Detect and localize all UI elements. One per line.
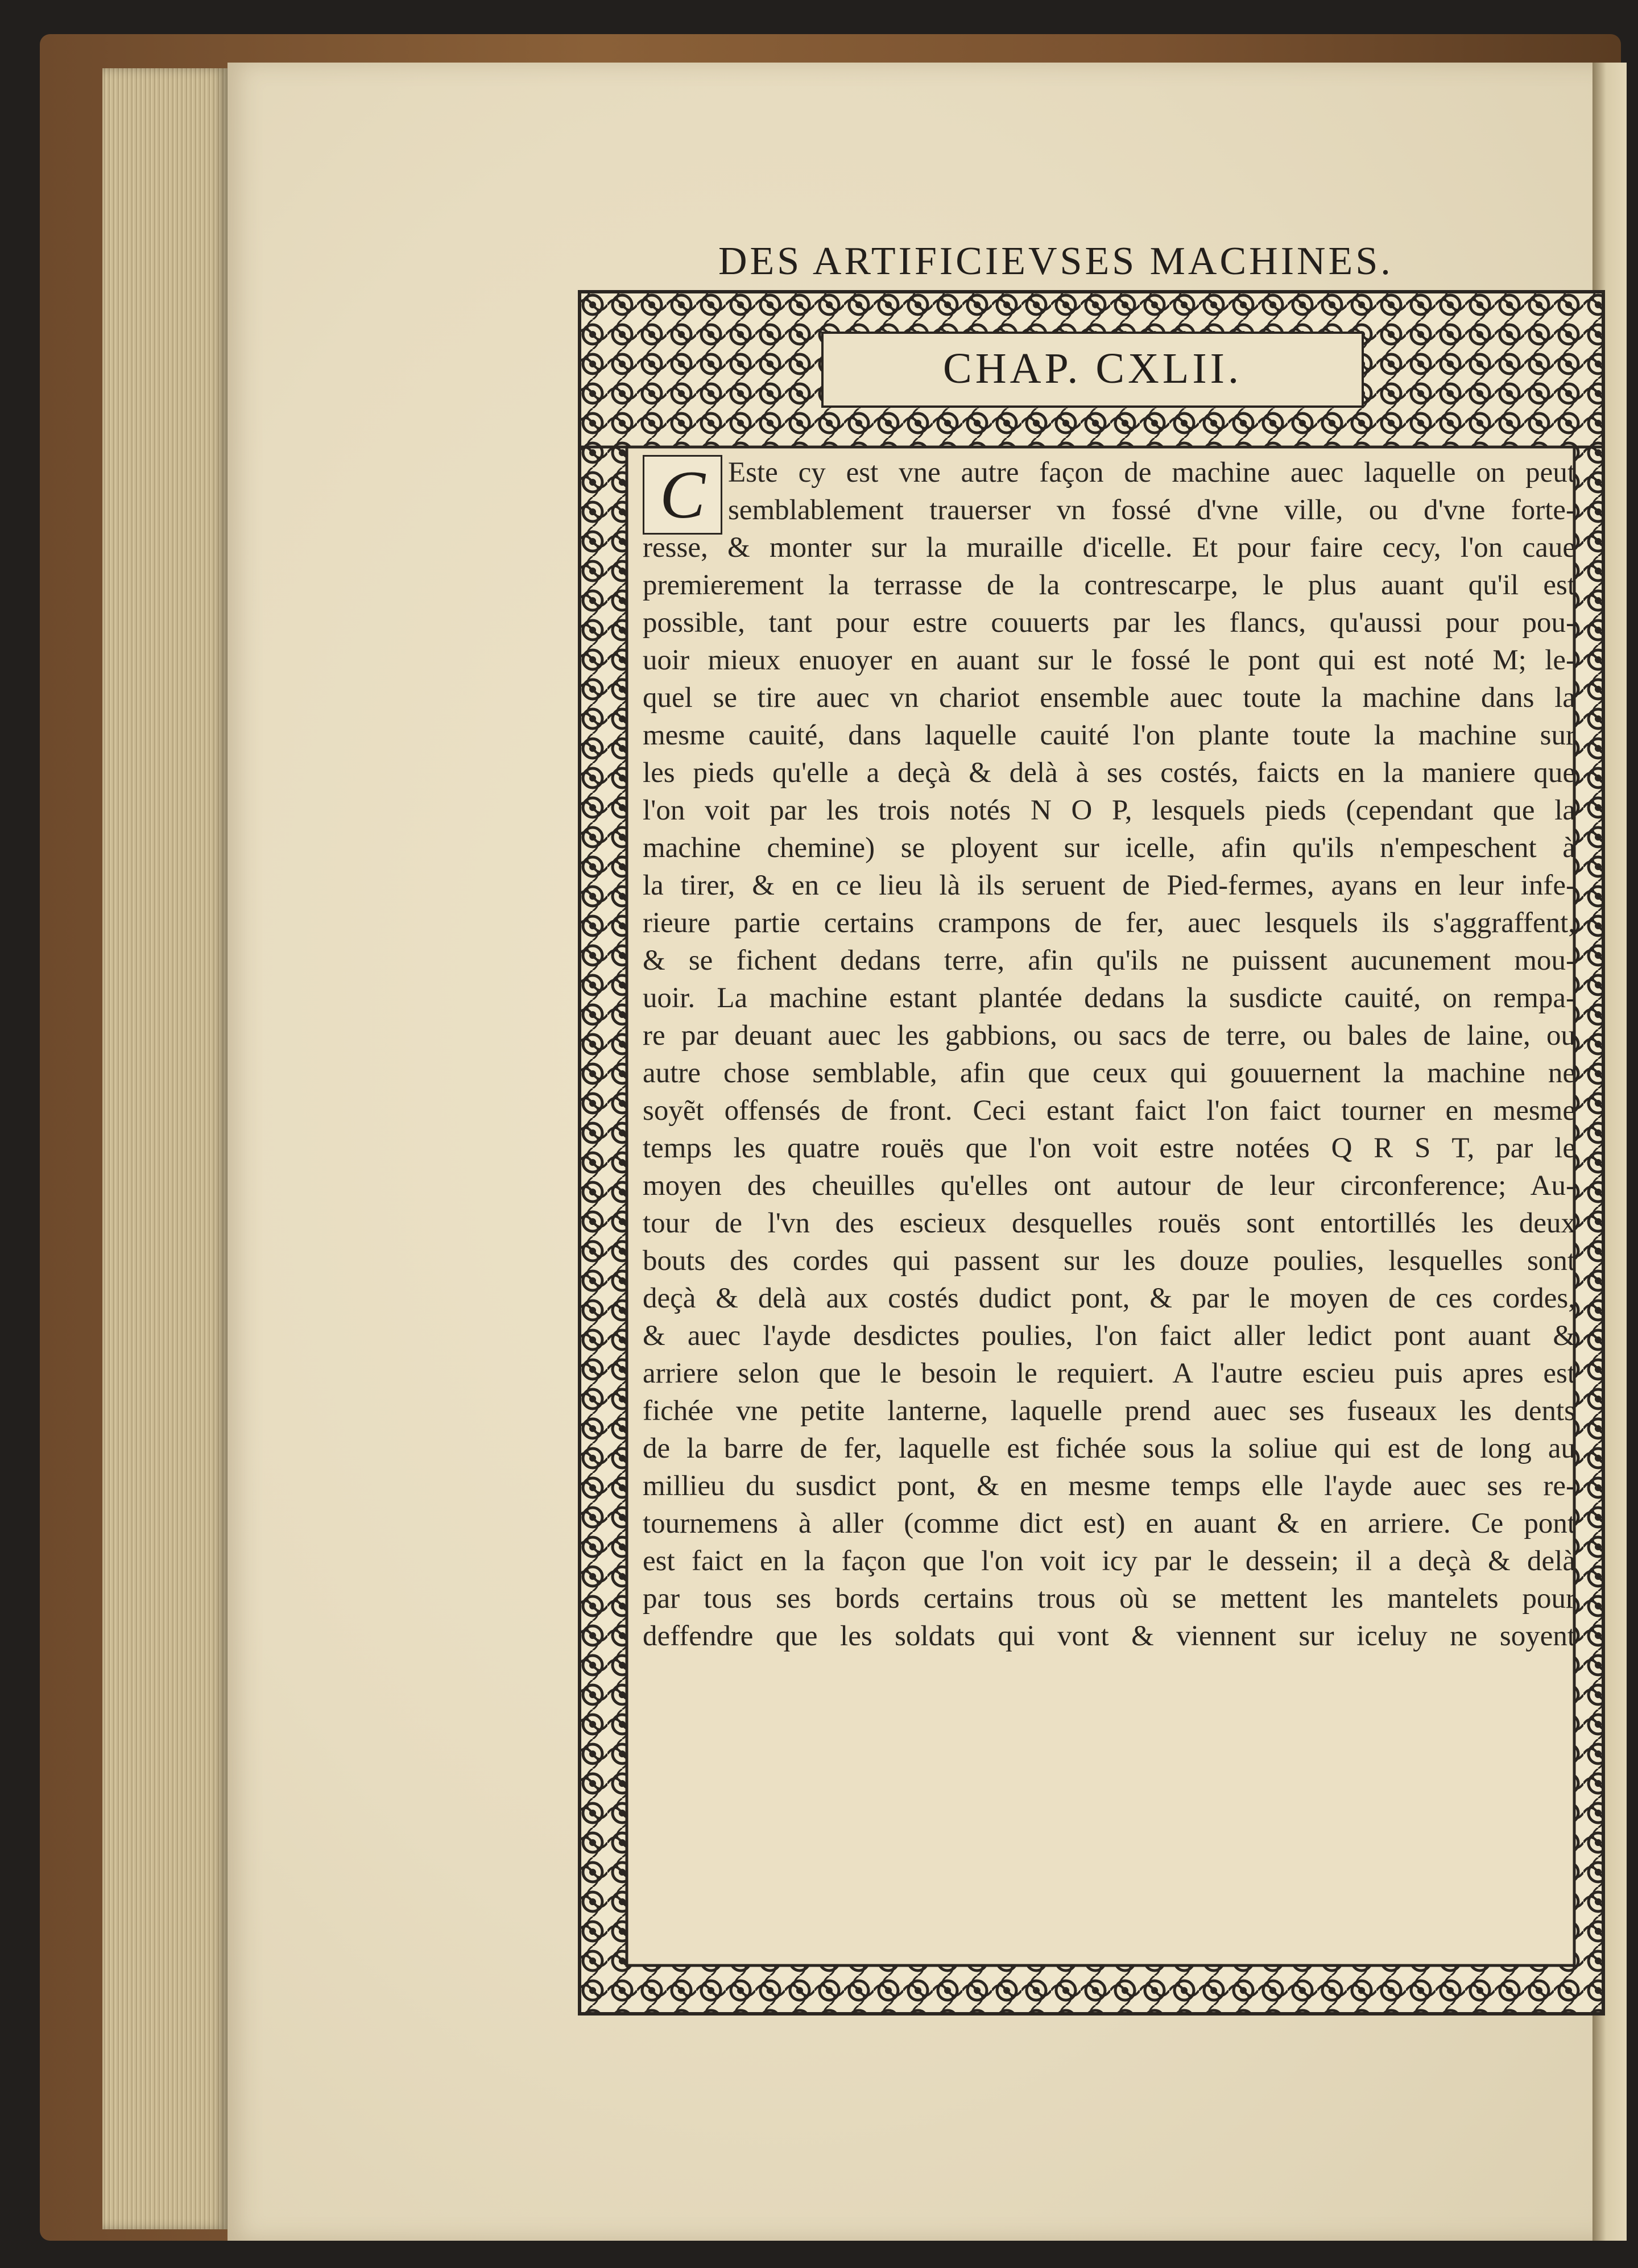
text-line: semblablement trauerser vn fossé d'vne ville, ou d'vne forte- [728, 494, 1575, 526]
text-line: machine chemine) se ployent sur icelle, afin qu'ils n'empeschent à [643, 832, 1575, 864]
chapter-heading: CHAP. CXLII. [943, 345, 1242, 392]
text-line: possible, tant pour estre couuerts par les flancs, qu'aussi pour pou- [643, 607, 1575, 639]
text-line: les pieds qu'elle a deçà & delà à ses costés, faicts en la maniere que [643, 757, 1575, 789]
text-line: deffendre que les soldats qui vont & viennent sur iceluy ne soyent [643, 1620, 1575, 1652]
text-line: tour de l'vn des escieux desquelles rouës sont entortillés les deux [643, 1207, 1575, 1239]
text-line: mesme cauité, dans laquelle cauité l'on plante toute la machine sur [643, 719, 1575, 751]
text-line: & se fichent dedans terre, afin qu'ils ne puissent aucunement mou- [643, 945, 1575, 976]
ornamental-frame [578, 290, 1605, 2015]
text-line: uoir mieux enuoyer en auant sur le fossé le pont qui est noté M; le- [643, 644, 1575, 676]
running-head: DES ARTIFICIEVSES MACHINES. [718, 239, 1393, 283]
text-line: & auec l'ayde desdictes poulies, l'on faict aller ledict pont auant & [643, 1320, 1575, 1352]
text-line: bouts des cordes qui passent sur les douze poulies, lesquelles sont [643, 1245, 1575, 1277]
text-line: quel se tire auec vn chariot ensemble auec toute la machine dans la [643, 682, 1575, 714]
text-line: premierement la terrasse de la contrescarpe, le plus auant qu'il est [643, 569, 1575, 601]
text-line: par tous ses bords certains trous où se mettent les mantelets pour [643, 1583, 1575, 1615]
page-fore-edge [102, 68, 228, 2229]
text-line: la tirer, & en ce lieu là ils seruent de Pied-fermes, ayans en leur infe- [643, 870, 1575, 901]
text-line: rieure partie certains crampons de fer, auec lesquels ils s'aggraffent, [643, 907, 1575, 939]
text-line: temps les quatre rouës que l'on voit estre notées Q R S T, par le [643, 1132, 1575, 1164]
text-line: arriere selon que le besoin le requiert. A l'autre escieu puis apres est [643, 1358, 1575, 1389]
text-line: de la barre de fer, laquelle est fichée sous la soliue qui est de long au [643, 1433, 1575, 1464]
text-line: re par deuant auec les gabbions, ou sacs de terre, ou bales de laine, ou [643, 1020, 1575, 1052]
text-line: millieu du susdict pont, & en mesme temps elle l'ayde auec ses re- [643, 1470, 1575, 1502]
text-line: resse, & monter sur la muraille d'icelle. Et pour faire cecy, l'on caue [643, 532, 1575, 564]
text-line: fichée vne petite lanterne, laquelle prend auec ses fuseaux les dents [643, 1395, 1575, 1427]
text-line: autre chose semblable, afin que ceux qui gouuernent la machine ne [643, 1057, 1575, 1089]
text-line: Este cy est vne autre façon de machine auec laquelle on peut [728, 457, 1575, 489]
text-line: moyen des cheuilles qu'elles ont autour de leur circonference; Au- [643, 1170, 1575, 1202]
text-line: l'on voit par les trois notés N O P, lesquels pieds (cependant que la [643, 794, 1575, 826]
initial-letter: C [659, 457, 706, 532]
text-line: est faict en la façon que l'on voit icy par le dessein; il a deçà & delà [643, 1545, 1575, 1577]
text-line: soyẽt offensés de front. Ceci estant faict l'on faict tourner en mesme [643, 1095, 1575, 1127]
text-line: tournemens à aller (comme dict est) en auant & en arriere. Ce pont [643, 1508, 1575, 1539]
text-line: uoir. La machine estant plantée dedans la susdicte cauité, on rempa- [643, 982, 1575, 1014]
text-line: deçà & delà aux costés dudict pont, & par le moyen de ces cordes, [643, 1282, 1575, 1314]
body-text [643, 454, 1575, 1655]
